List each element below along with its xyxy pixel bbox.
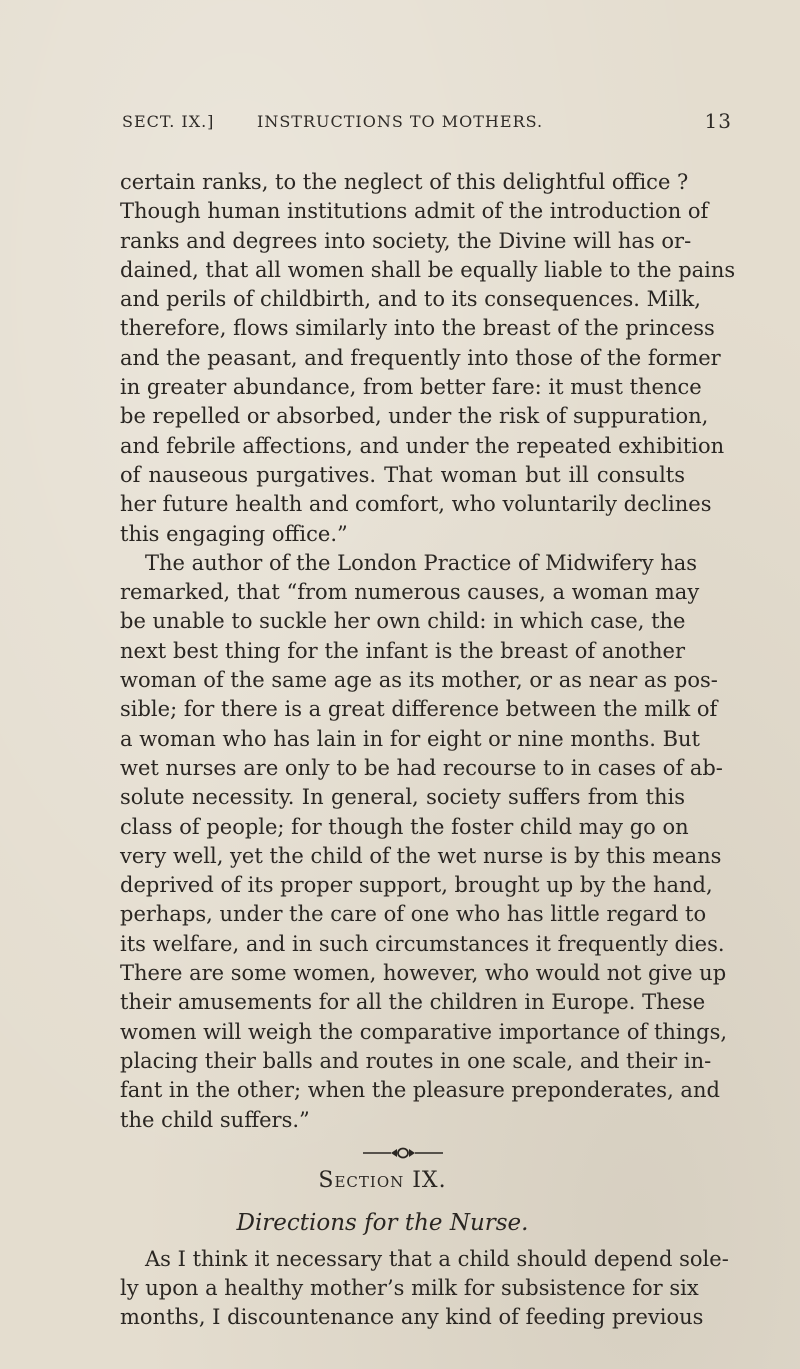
text-line: be repelled or absorbed, under the risk of suppuration,	[120, 404, 709, 429]
text-line: placing their balls and routes in one scale, and their in-	[120, 1048, 712, 1073]
divider-ornament-icon	[361, 1146, 445, 1160]
text-line: next best thing for the infant is the breast of another	[120, 638, 685, 663]
text-line: its welfare, and in such circumstances it frequently dies.	[120, 931, 725, 956]
running-head	[122, 109, 732, 136]
text-line: perhaps, under the care of one who has little regard to	[120, 902, 707, 927]
text-line: woman of the same age as its mother, or as near as pos-	[120, 668, 718, 693]
paragraph-1	[120, 168, 736, 549]
text-line: and the peasant, and frequently into those of the former	[120, 345, 721, 370]
text-line: and febrile affections, and under the repeated exhibition	[120, 433, 725, 458]
running-title: INSTRUCTIONS TO MOTHERS.	[257, 112, 544, 131]
text-line: Though human institutions admit of the introduction of	[120, 199, 709, 224]
section-reference: SECT. IX.]	[122, 112, 215, 131]
text-line: ranks and degrees into society, the Divine will has or-	[120, 228, 692, 253]
text-line: this engaging office.”	[120, 521, 348, 546]
paragraph-3	[120, 1245, 729, 1333]
body-text	[120, 168, 736, 1333]
text-line: ly upon a healthy mother’s milk for subsistence for six	[120, 1276, 699, 1301]
section-divider-ornament	[120, 1139, 685, 1165]
text-line: women will weigh the comparative importance of things,	[120, 1019, 728, 1044]
paragraph-2	[120, 549, 728, 1135]
text-line: remarked, that “from numerous causes, a woman may	[120, 580, 700, 605]
text-line: very well, yet the child of the wet nurse is by this means	[120, 843, 722, 868]
text-line: and perils of childbirth, and to its consequences. Milk,	[120, 287, 701, 312]
text-line: class of people; for though the foster child may go on	[120, 814, 689, 839]
text-line: dained, that all women shall be equally liable to the pains	[120, 257, 736, 282]
subheading: Directions for the Nurse.	[236, 1209, 529, 1236]
text-line: solute necessity. In general, society suffers from this	[120, 785, 685, 810]
text-line: The author of the London Practice of Midwifery has	[145, 550, 698, 575]
text-line: fant in the other; when the pleasure preponderates, and	[120, 1078, 720, 1103]
section-heading: Section IX.	[318, 1167, 447, 1193]
text-line: of nauseous purgatives. That woman but ill consults	[120, 462, 685, 487]
text-line: be unable to suckle her own child: in which case, the	[120, 609, 686, 634]
text-line: in greater abundance, from better fare: it must thence	[120, 375, 702, 400]
text-line: sible; for there is a great difference between the milk of	[120, 697, 718, 722]
text-line: deprived of its proper support, brought up by the hand,	[120, 873, 713, 898]
text-line: their amusements for all the children in Europe. These	[120, 990, 706, 1015]
text-line: the child suffers.”	[120, 1107, 310, 1132]
text-line: months, I discountenance any kind of feeding previous	[120, 1305, 704, 1330]
text-line: a woman who has lain in for eight or nine months. But	[120, 726, 700, 751]
text-line: her future health and comfort, who voluntarily declines	[120, 492, 712, 517]
page-number: 13	[704, 109, 732, 133]
text-line: There are some women, however, who would not give up	[120, 961, 727, 986]
text-line: therefore, flows similarly into the breast of the princess	[120, 316, 715, 341]
text-line: As I think it necessary that a child should depend sole-	[145, 1246, 729, 1271]
text-line: wet nurses are only to be had recourse to in cases of ab-	[120, 755, 723, 780]
text-line: certain ranks, to the neglect of this delightful office ?	[120, 170, 689, 194]
